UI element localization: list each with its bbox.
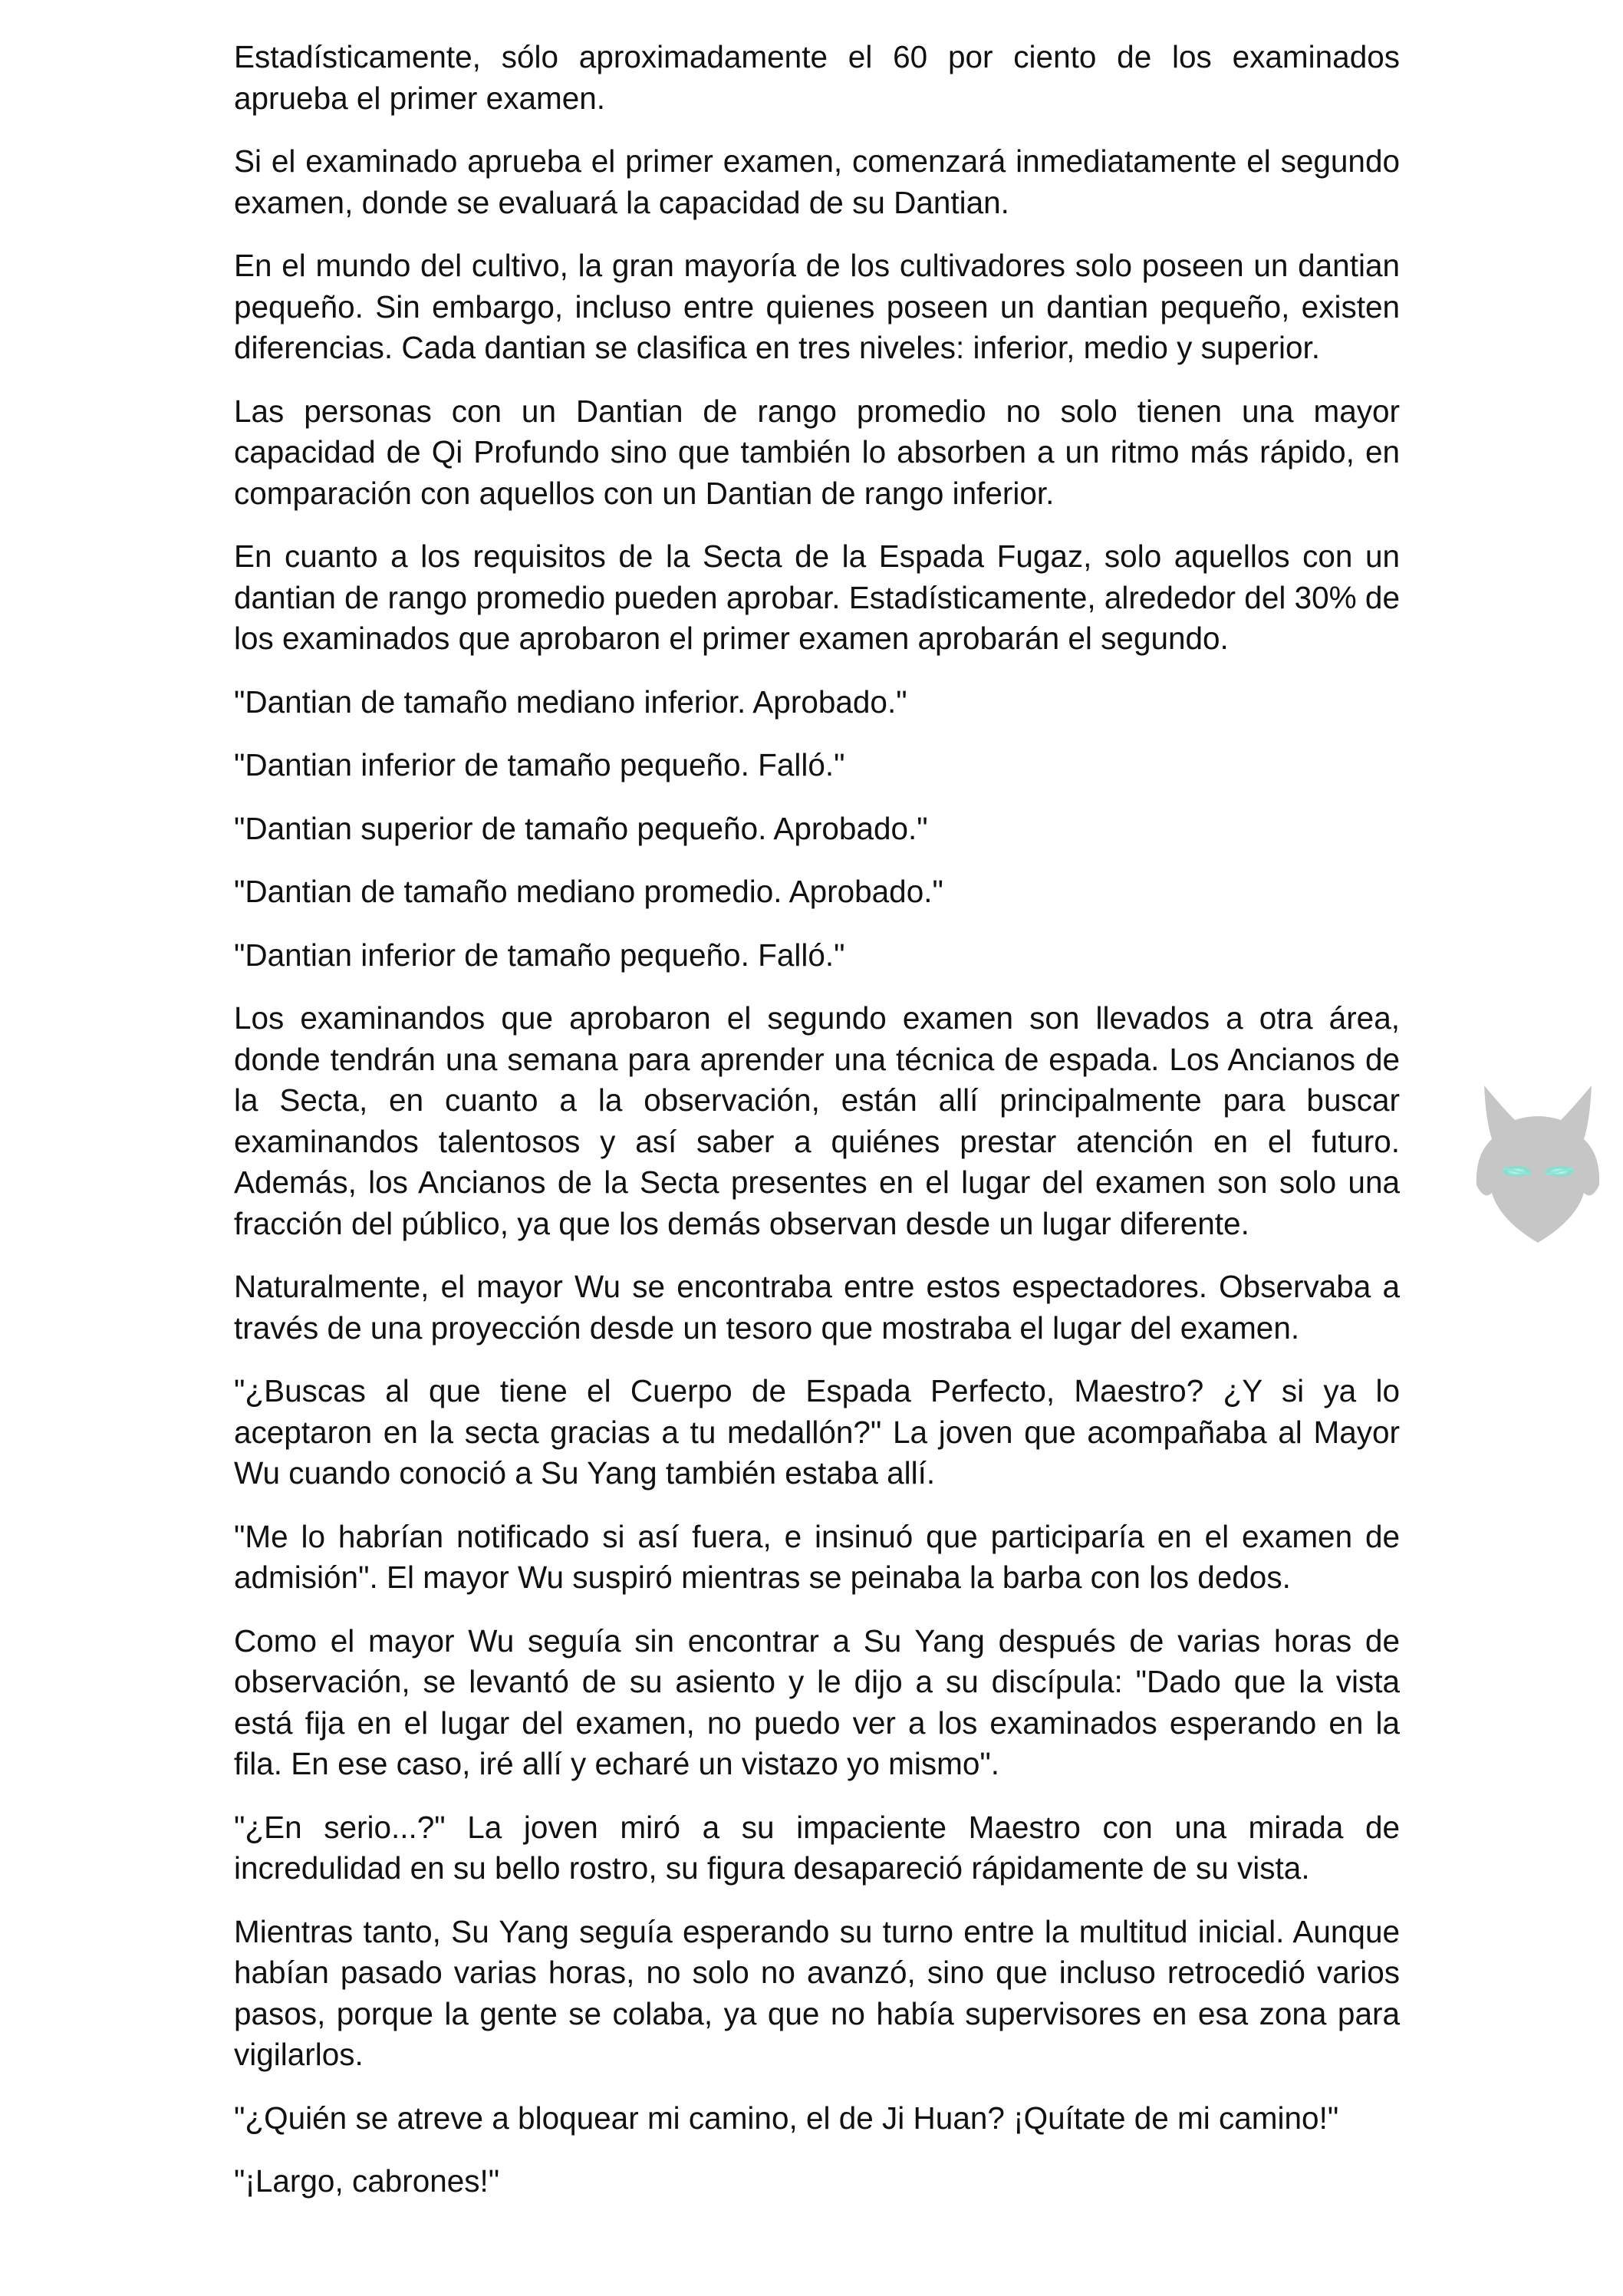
dialogue-line: "¡Largo, cabrones!" <box>234 2163 500 2199</box>
paragraph: Estadísticamente, sólo aproximadamente el 60 por ciento de los examinados aprueba el primer examen. <box>234 39 1400 116</box>
paragraph: En el mundo del cultivo, la gran mayoría de los cultivadores solo poseen un dantian pequeño. Sin embargo, incluso entre quienes poseen un dantian pequeño, existen diferencias. Cada dantian se clasifica en tres niveles: inferior, medio y superior. <box>234 248 1400 365</box>
paragraph: "¿En serio...?" La joven miró a su impaciente Maestro con una mirada de incredulidad en su bello rostro, su figura desapareció rápidamente de su vista. <box>234 1809 1400 1886</box>
watermark-logo <box>1469 1078 1607 1247</box>
dialogue-line: "Dantian de tamaño mediano inferior. Aprobado." <box>234 684 907 720</box>
paragraph: "¿Buscas al que tiene el Cuerpo de Espada Perfecto, Maestro? ¿Y si ya lo aceptaron en la secta gracias a tu medallón?" La joven que acompañaba al Mayor Wu cuando conoció a Su Yang también estaba allí. <box>234 1373 1400 1491</box>
paragraph: Los examinandos que aprobaron el segundo examen son llevados a otra área, donde tendrán una semana para aprender una técnica de espada. Los Ancianos de la Secta, en cuanto a la observación, están allí principalmente para buscar examinandos talentosos y así saber a quiénes prestar atención en el futuro. Además, los Ancianos de la Secta presentes en el lugar del examen son solo una fracción del público, ya que los demás observan desde un lugar diferente. <box>234 1000 1400 1241</box>
paragraph: Naturalmente, el mayor Wu se encontraba entre estos espectadores. Observaba a través de una proyección desde un tesoro que mostraba el lugar del examen. <box>234 1269 1400 1346</box>
paragraph: En cuanto a los requisitos de la Secta de la Espada Fugaz, solo aquellos con un dantian de rango promedio pueden aprobar. Estadísticamente, alrededor del 30% de los examinados que aprobaron el primer examen aprobarán el segundo. <box>234 539 1400 656</box>
paragraph: Si el examinado aprueba el primer examen, comenzará inmediatamente el segundo examen, donde se evaluará la capacidad de su Dantian. <box>234 143 1400 220</box>
dialogue-line: "Dantian de tamaño mediano promedio. Aprobado." <box>234 874 943 909</box>
dialogue-line: "Dantian inferior de tamaño pequeño. Falló." <box>234 937 845 973</box>
dialogue-line: "¿Quién se atreve a bloquear mi camino, el de Ji Huan? ¡Quítate de mi camino!" <box>234 2100 1339 2136</box>
paragraph: Las personas con un Dantian de rango promedio no solo tienen una mayor capacidad de Qi Profundo sino que también lo absorben a un ritmo más rápido, en comparación con aquellos con un Dantian de rango inferior. <box>234 393 1400 511</box>
demon-head-icon <box>1469 1078 1607 1247</box>
document-body <box>234 37 1400 2225</box>
paragraph: Mientras tanto, Su Yang seguía esperando su turno entre la multitud inicial. Aunque habían pasado varias horas, no solo no avanzó, sino que incluso retrocedió varios pasos, porque la gente se colaba, ya que no había supervisores en esa zona para vigilarlos. <box>234 1913 1400 2072</box>
dialogue-line: "Dantian superior de tamaño pequeño. Aprobado." <box>234 810 928 846</box>
dialogue-line: "Dantian inferior de tamaño pequeño. Falló." <box>234 747 845 782</box>
paragraph: "Me lo habrían notificado si así fuera, e insinuó que participaría en el examen de admisión". El mayor Wu suspiró mientras se peinaba la barba con los dedos. <box>234 1518 1400 1595</box>
demon-head-shape <box>1477 1085 1599 1243</box>
paragraph: Como el mayor Wu seguía sin encontrar a Su Yang después de varias horas de observación, se levantó de su asiento y le dijo a su discípula: "Dado que la vista está fija en el lugar del examen, no puedo ver a los examinados esperando en la fila. En ese caso, iré allí y echaré un vistazo yo mismo". <box>234 1622 1400 1781</box>
